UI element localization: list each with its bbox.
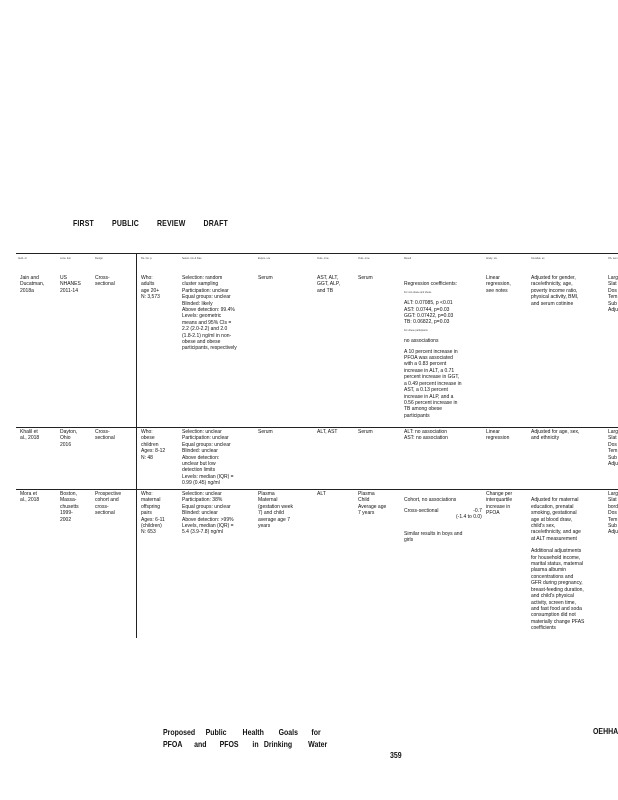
- result-similar: Similar results in boys and girls: [404, 530, 463, 544]
- footer-word: PFOA: [163, 739, 183, 749]
- result-main: Cohort, no associations: [404, 497, 457, 504]
- result-subheading: For obese participants: [404, 328, 428, 332]
- outcome-cell: ALT: [317, 491, 326, 497]
- author-cell: Khalil et al., 2018: [20, 429, 40, 442]
- participants-cell: Who: maternal offspring pairs Ages: 6-11 (children) N: 653: [141, 491, 165, 536]
- exposure-cell: Serum: [258, 275, 273, 281]
- result-cell: ALT: no association AST: no association: [404, 429, 448, 442]
- draft-banner: [73, 218, 246, 228]
- result-cell: [404, 491, 484, 550]
- column-header: Analy- sis: [486, 257, 497, 260]
- draft-word: REVIEW: [156, 218, 186, 228]
- draft-word: FIRST: [73, 218, 94, 228]
- covariates-cell: [531, 491, 606, 638]
- footer-word: and: [194, 739, 207, 749]
- design-cell: Prospective cohort and cross- sectional: [95, 491, 122, 517]
- column-header: Design: [95, 257, 103, 260]
- result-cross-value: -0.7 (-1.4 to 0.0): [456, 507, 482, 521]
- column-header: Outc- ome: [358, 257, 370, 260]
- column-header: Loca- tion: [60, 257, 71, 260]
- column-header: Auth- or: [18, 257, 27, 260]
- result-noassoc: no associations: [404, 338, 439, 345]
- row-divider: [16, 427, 618, 428]
- participants-cell: Who: adults age 20+ N: 3,573: [141, 275, 160, 301]
- footer-word: in: [252, 739, 259, 749]
- location-cell: Dayton, Ohio 2016: [60, 429, 78, 448]
- result-text: A 10 percent increase in PFOA was associated with a 0.83 percent increase in ALT, a 0.71 percent increase in GGT, a 0.49 percent increase in AST, a 0.13 percent increase in ALP, and a 0.56 percent increase in TB among obese participants: [404, 348, 462, 419]
- table-header-row: [18, 253, 618, 273]
- matrix-cell: Serum: [358, 429, 373, 435]
- outcome-cell: AST, ALT, GGT, ALP, and TB: [317, 275, 340, 294]
- footer-word: Public: [205, 727, 227, 737]
- footer-word: for: [311, 727, 321, 737]
- column-divider: [136, 253, 137, 638]
- selection-cell: Selection: unclear Participation: unclear Equal groups: unclear Blinded: unclear Above detection: unclear but low detection limits Levels: median (IQR) = 0.99 (0.45) ng/ml: [182, 429, 234, 487]
- analysis-cell: Change per interquartile increase in PFOA: [486, 491, 513, 517]
- row-divider: [16, 489, 618, 490]
- page-number: 359: [390, 750, 402, 760]
- footer-word: PFOS: [219, 739, 239, 749]
- result-main: Regression coefficients:: [404, 281, 457, 288]
- selection-cell: Selection: unclear Participation: 38% Equal groups: unclear Blinded: unclear Above detection: >99% Levels, median (IQR) = 5.4 (3.9-7.8) ng/ml: [182, 491, 234, 536]
- design-cell: Cross- sectional: [95, 429, 115, 442]
- column-header: Outc- ome: [317, 257, 329, 260]
- covariates-cell: Adjusted for age, sex, and ethnicity: [531, 429, 580, 442]
- footer-word: Drinking: [263, 739, 293, 749]
- location-cell: US NHANES 2011-14: [60, 275, 81, 294]
- result-subheading: For non-obese and obese: [404, 290, 432, 294]
- study-table: [18, 253, 618, 632]
- draft-word: PUBLIC: [112, 218, 139, 228]
- column-header: Ob- serv.: [608, 257, 618, 260]
- footer-word: Goals: [278, 727, 298, 737]
- exposure-cell: Serum: [258, 429, 273, 435]
- footer-title-line: [163, 726, 327, 738]
- column-header: Expos- ure: [258, 257, 271, 260]
- author-cell: Mora et al., 2018: [20, 491, 40, 504]
- covariates-main: Adjusted for maternal education, prenatal smoking, gestational age at blood draw, child's sex, race/ethnicity, and age at ALT measurement: [531, 497, 581, 542]
- observations-cell: Larg Slat Dos Tem Sub Adju: [608, 429, 618, 468]
- footer-organization: OEHHA: [593, 726, 618, 736]
- matrix-cell: Plasma Child Average age 7 years: [358, 491, 387, 517]
- footer-word: Health: [242, 727, 264, 737]
- selection-cell: Selection: random cluster sampling Participation: unclear Equal groups: unclear Blinded: likely Above detection: 99.4% Levels: geometric means and 95% CIs = 2.2 (2.0-2.2) and 2.0 (1.8-2.1) ng/ml in non- obese and obese participants, respectively: [182, 275, 237, 352]
- result-values: ALT: 0.07085, p <0.01 AST: 0.0744, p=0.03 GGT: 0.07422, p=0.03 TB: 0.06822, p=0.03: [404, 300, 454, 326]
- footer-document-title: [163, 726, 327, 750]
- observations-cell: Larg Slat bord Dos Tem Sub Adju: [608, 491, 618, 536]
- footer-word: Water: [308, 739, 328, 749]
- analysis-cell: Linear regression: [486, 429, 510, 442]
- exposure-cell: Plasma Maternal (gestation week 7) and child average age 7 years: [258, 491, 294, 530]
- result-cross-label: Cross-sectional: [404, 507, 439, 514]
- covariates-extra: Additional adjustments for household income, marital status, maternal plasma albumin concentrations and GFR during pregnancy, breast-feeding duration, and child's physical activity, screen time, and fast food and soda consumption did not materially change PFAS coefficients: [531, 548, 585, 632]
- design-cell: Cross- sectional: [95, 275, 115, 288]
- result-cell: [404, 275, 484, 426]
- column-header: Select- ion & bias: [182, 257, 202, 260]
- column-header: Covariat- es: [531, 257, 545, 260]
- participants-cell: Who: obese children Ages: 8-12 N: 48: [141, 429, 166, 461]
- column-header: Result: [404, 257, 412, 260]
- footer-word: Proposed: [163, 727, 196, 737]
- column-header: Pa- tici- p.: [141, 257, 153, 260]
- matrix-cell: Serum: [358, 275, 373, 281]
- covariates-cell: Adjusted for gender, race/ethnicity, age, poverty income ratio, physical activity, BMI, and serum cotinine: [531, 275, 579, 307]
- author-cell: Jain and Ducatman, 2018a: [20, 275, 45, 294]
- footer-title-line: [163, 738, 327, 750]
- outcome-cell: ALT, AST: [317, 429, 338, 435]
- location-cell: Boston, Massa- chusetts 1999- 2002: [60, 491, 79, 523]
- analysis-cell: Linear regression, see notes: [486, 275, 511, 294]
- result-cross-block: [404, 507, 484, 521]
- observations-cell: Larg Slat Dos Tem Sub Adju: [608, 275, 618, 314]
- draft-word: DRAFT: [203, 218, 228, 228]
